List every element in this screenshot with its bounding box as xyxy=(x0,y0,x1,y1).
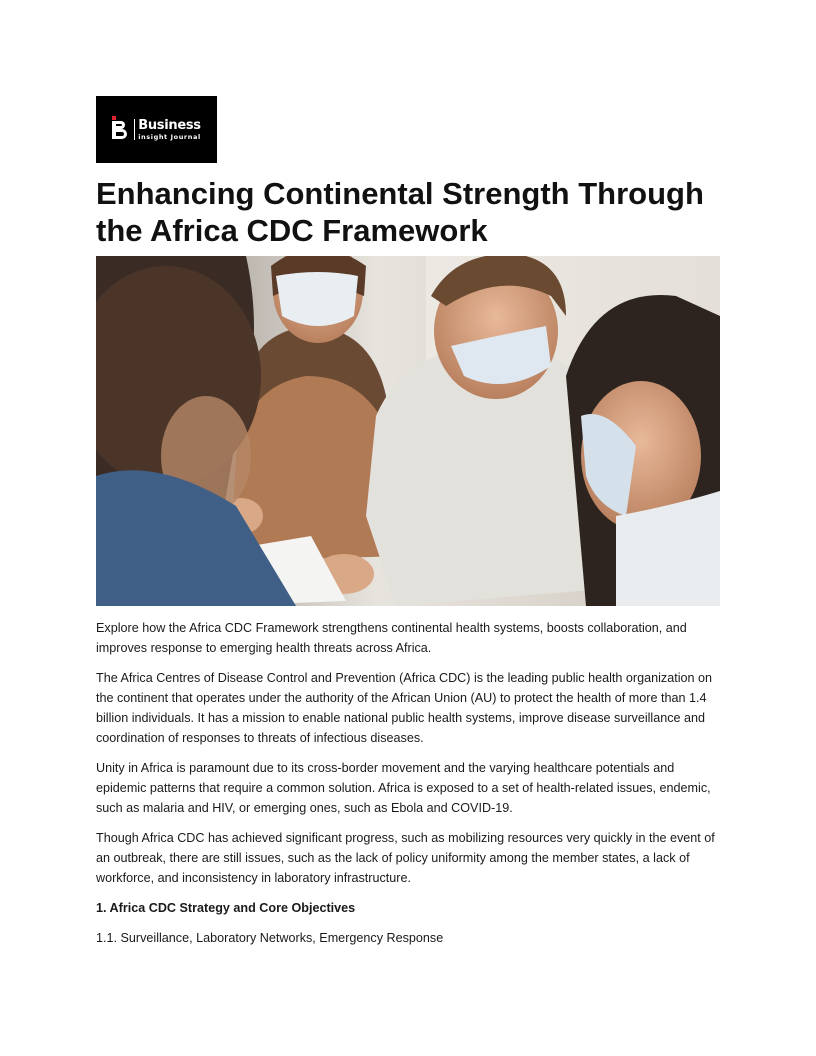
business-insight-journal-logo xyxy=(96,96,217,163)
article-title: Enhancing Continental Strength Through the Africa CDC Framework xyxy=(96,176,704,248)
subsection-heading: 1.1. Surveillance, Laboratory Networks, Emergency Response xyxy=(96,931,444,945)
section-heading: 1. Africa CDC Strategy and Core Objectives xyxy=(96,901,356,915)
logo-line-1: Business xyxy=(138,117,201,133)
logo-line-2: insight Journal xyxy=(138,132,201,141)
article-intro: Explore how the Africa CDC Framework strengthens continental health systems, boosts collaboration, and improves response to emerging health threats across Africa. xyxy=(96,621,687,655)
logo-wordmark xyxy=(134,119,201,141)
article-paragraph: The Africa Centres of Disease Control and Prevention (Africa CDC) is the leading public health organization on the continent that operates under the authority of the African Union (AU) to protect the health of more than 1.4 billion individuals. It has a mission to enable national public health systems, improve disease surveillance and coordination of responses to threats of infectious diseases. xyxy=(96,671,713,745)
photo-people-wearing-masks-icon xyxy=(96,256,720,606)
article-body xyxy=(96,618,726,948)
b-logo-icon xyxy=(112,119,130,141)
article-paragraph: Unity in Africa is paramount due to its cross-border movement and the varying healthcare potentials and epidemic patterns that require a common solution. Africa is exposed to a set of health-related issues, endemic, such as malaria and HIV, or emerging ones, such as Ebola and COVID-19. xyxy=(96,761,711,815)
hero-image xyxy=(96,256,720,606)
article-paragraph: Though Africa CDC has achieved significant progress, such as mobilizing resources very quickly in the event of an outbreak, there are still issues, such as the lack of policy uniformity among the member states, a lack of workforce, and inconsistency in laboratory infrastructure. xyxy=(96,831,715,885)
